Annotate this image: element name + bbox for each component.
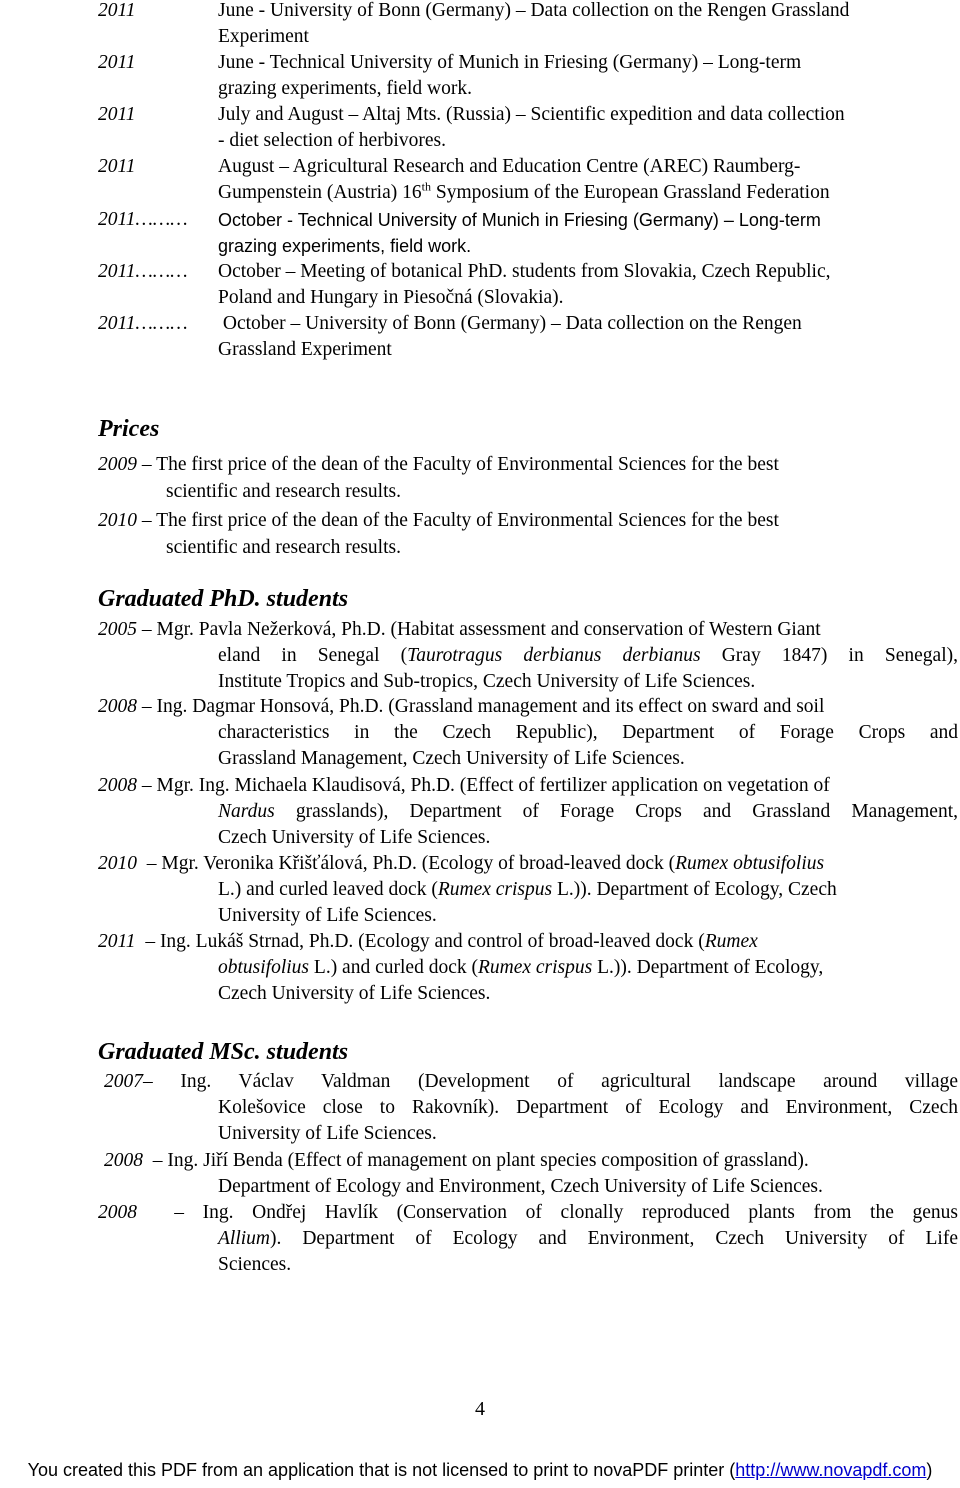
price-text: The first price of the dean of the Faculty of Environmental Sciences for the best — [156, 510, 779, 531]
msc-text: Department of Ecology and Environment, Czech University of Life Sciences. — [218, 1176, 823, 1197]
species-name: Rumex crispus — [437, 879, 553, 900]
msc-text: ). Department of Ecology and Environment, Czech University of Life — [270, 1228, 958, 1249]
species-name: Rumex crispus — [477, 957, 593, 978]
phd-entry — [98, 851, 958, 926]
phd-entry — [98, 694, 958, 769]
event-text: grazing experiments, field work. — [218, 236, 472, 256]
phd-text: Institute Tropics and Sub-tropics, Czech University of Life Sciences. — [218, 671, 756, 692]
price-text: The first price of the dean of the Faculty of Environmental Sciences for the best — [156, 454, 779, 475]
price-text: scientific and research results. — [166, 537, 401, 558]
footer-link[interactable]: http://www.novapdf.com — [735, 1460, 927, 1480]
event-year: 2011……… — [98, 209, 188, 230]
phd-text: L.)). Department of Ecology, — [592, 957, 824, 978]
dash: – — [137, 510, 157, 531]
section-heading-msc: Graduated MSc. students — [98, 1039, 349, 1065]
phd-text: Gray 1847) in Senegal), — [700, 645, 958, 666]
event-text: October - Technical University of Munich in Friesing (Germany) – Long-term — [218, 210, 821, 230]
msc-entry — [98, 1200, 958, 1275]
price-entry — [98, 451, 958, 505]
phd-text: Grassland Management, Czech University of Life Sciences. — [218, 748, 685, 769]
event-year: 2011 — [98, 0, 136, 21]
price-year: 2010 — [98, 510, 137, 531]
phd-text: grasslands), Department of Forage Crops and Grassland Management, — [274, 801, 958, 822]
event-text: October – University of Bonn (Germany) – Data collection on the Rengen — [218, 313, 802, 334]
event-text: August – Agricultural Research and Education Centre (AREC) Raumberg- — [218, 156, 801, 177]
event-text: grazing experiments, field work. — [218, 78, 472, 99]
msc-text: Kolešovice close to Rakovník). Department of Ecology and Environment, Czech — [218, 1097, 958, 1118]
phd-text: L.) and curled dock ( — [309, 957, 478, 978]
phd-entry — [98, 929, 958, 1004]
species-name: Rumex obtusifolius — [675, 853, 825, 874]
phd-text: eland in Senegal ( — [218, 645, 408, 666]
event-text: July and August – Altaj Mts. (Russia) – Scientific expedition and data collection — [218, 104, 845, 125]
phd-entry — [98, 617, 958, 692]
footer-text: ) — [926, 1460, 933, 1480]
event-year: 2011……… — [98, 261, 188, 282]
msc-year: 2008 — [104, 1150, 143, 1171]
phd-year: 2008 — [98, 696, 137, 717]
msc-entry — [104, 1148, 958, 1197]
event-year: 2011 — [98, 52, 136, 73]
msc-year: 2007 — [104, 1071, 143, 1092]
event-year: 2011 — [98, 156, 136, 177]
event-year: 2011……… — [98, 313, 188, 334]
section-heading-phd: Graduated PhD. students — [98, 586, 349, 612]
price-text: scientific and research results. — [166, 481, 401, 502]
event-text-part: Symposium of the European Grassland Federation — [430, 182, 830, 203]
phd-text: L.)). Department of Ecology, Czech — [552, 879, 837, 900]
dash: – — [137, 454, 157, 475]
event-text: June - University of Bonn (Germany) – Data collection on the Rengen Grassland — [218, 0, 850, 21]
price-entry — [98, 507, 958, 561]
phd-entry — [98, 773, 958, 848]
footer-text: You created this PDF from an application that is not licensed to print to novaPDF printer ( — [27, 1460, 736, 1480]
species-name: Allium — [218, 1228, 270, 1249]
phd-year: 2010 — [98, 853, 137, 874]
msc-text: – Ing. Ondřej Havlík (Conservation of clonally reproduced plants from the genus — [137, 1202, 958, 1223]
msc-entry — [104, 1069, 958, 1144]
phd-text: – Ing. Lukáš Strnad, Ph.D. (Ecology and control of broad-leaved dock ( — [135, 931, 705, 952]
phd-text: University of Life Sciences. — [218, 905, 437, 926]
event-text: Poland and Hungary in Piesočná (Slovakia). — [218, 287, 564, 308]
phd-text: Czech University of Life Sciences. — [218, 827, 491, 848]
event-text-part: Gumpenstein (Austria) 16 — [218, 182, 422, 203]
phd-year: 2008 — [98, 775, 137, 796]
event-text — [218, 180, 958, 206]
section-heading-prices: Prices — [98, 416, 160, 442]
msc-text: University of Life Sciences. — [218, 1123, 437, 1144]
msc-year: 2008 — [98, 1202, 137, 1223]
price-year: 2009 — [98, 454, 137, 475]
msc-text: Sciences. — [218, 1254, 292, 1275]
species-name: Taurotragus derbianus derbianus — [407, 645, 701, 666]
phd-text: Czech University of Life Sciences. — [218, 983, 491, 1004]
footer-notice — [0, 1460, 960, 1481]
phd-year: 2005 — [98, 619, 137, 640]
species-name: Nardus — [218, 801, 275, 822]
phd-text: – Ing. Dagmar Honsová, Ph.D. (Grassland management and its effect on sward and soil — [141, 696, 825, 717]
phd-year: 2011 — [98, 931, 136, 952]
phd-text: – Mgr. Veronika Křišťálová, Ph.D. (Ecology of broad-leaved dock ( — [137, 853, 676, 874]
event-text: - diet selection of herbivores. — [218, 130, 446, 151]
superscript: th — [421, 179, 431, 194]
event-text: Grassland Experiment — [218, 339, 392, 360]
event-text: October – Meeting of botanical PhD. students from Slovakia, Czech Republic, — [218, 261, 831, 282]
species-name: Rumex — [704, 931, 758, 952]
msc-text: – Ing. Václav Valdman (Development of agricultural landscape around village — [143, 1071, 958, 1092]
event-year: 2011 — [98, 104, 136, 125]
phd-text: – Mgr. Ing. Michaela Klaudisová, Ph.D. (Effect of fertilizer application on vegetation of — [141, 775, 830, 796]
page-number: 4 — [475, 1398, 485, 1420]
msc-text: – Ing. Jiří Benda (Effect of management on plant species composition of grassland). — [143, 1150, 809, 1171]
phd-text: characteristics in the Czech Republic), Department of Forage Crops and — [218, 722, 958, 743]
event-text: June - Technical University of Munich in Friesing (Germany) – Long-term — [218, 52, 802, 73]
phd-text: L.) and curled leaved dock ( — [218, 879, 438, 900]
phd-text: – Mgr. Pavla Nežerková, Ph.D. (Habitat assessment and conservation of Western Giant — [141, 619, 821, 640]
event-text: Experiment — [218, 26, 309, 47]
species-name: obtusifolius — [218, 957, 310, 978]
